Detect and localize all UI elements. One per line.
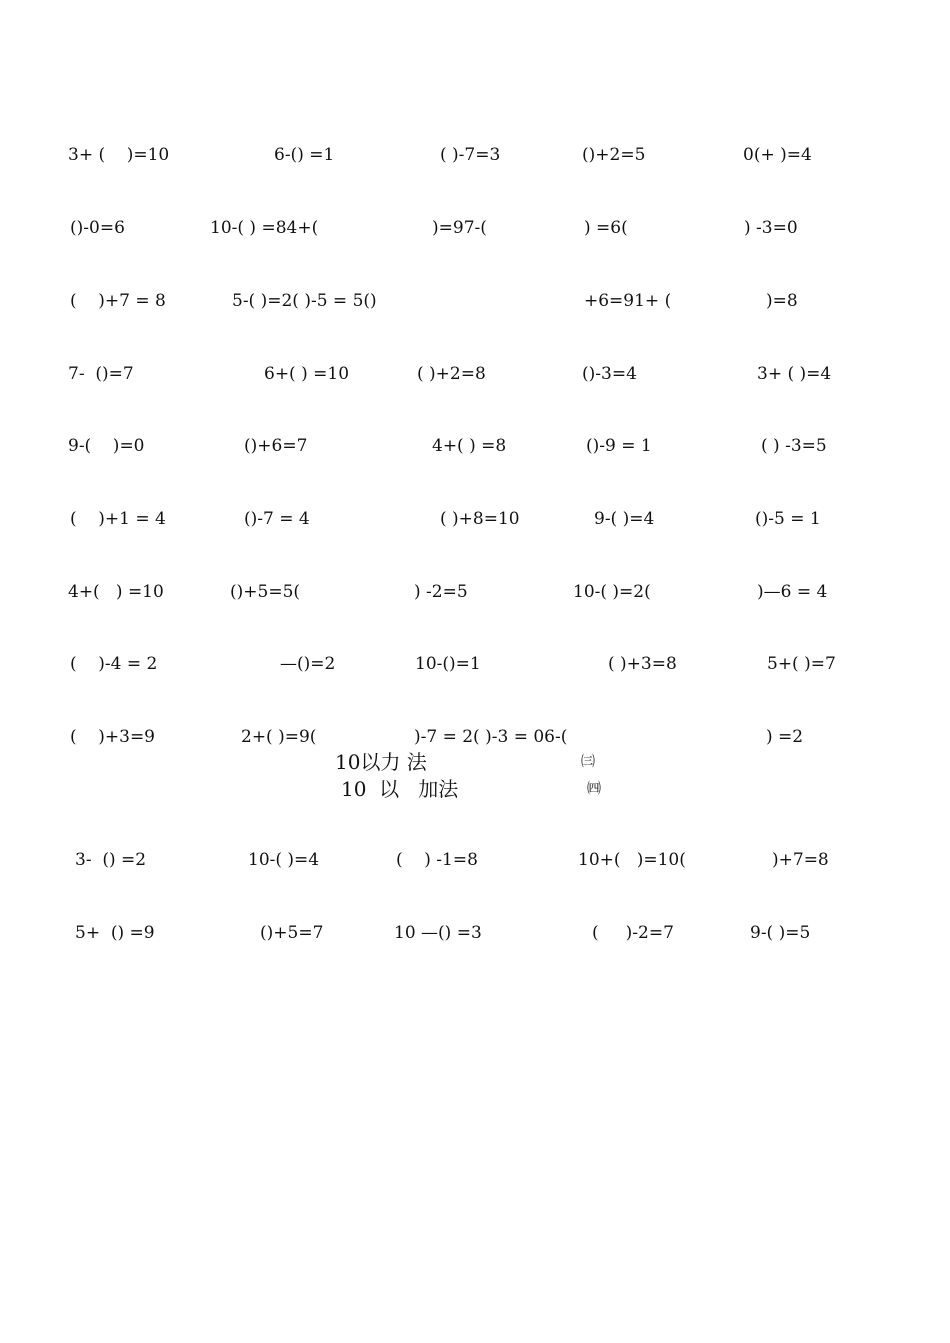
exercise-cell: ( )+7 = 8 [70,291,166,311]
exercise-cell: 4+( ) =10 [68,582,164,602]
exercise-cell: ()+6=7 [244,436,308,456]
exercise-cell: +6=91+ ( [584,291,672,311]
exercise-row-6 [0,507,950,531]
section-heading: 10以力 法 [335,750,427,774]
exercise-cell: ()+2=5 [582,145,646,165]
exercise-cell: 2+( )=9( [241,727,317,747]
exercise-row-10 [0,848,950,872]
section-number-mark: ㈣ [587,781,601,797]
exercise-cell: 0(+ )=4 [743,145,812,165]
exercise-cell: )=97-( [432,218,487,238]
exercise-cell: )+7=8 [772,850,829,870]
exercise-cell: ) -2=5 [414,582,468,602]
exercise-row-3 [0,289,950,313]
exercise-row-7 [0,580,950,604]
exercise-row-9 [0,725,950,749]
exercise-cell: 9-( )=4 [594,509,655,529]
exercise-cell: 6+( ) =10 [264,364,350,384]
exercise-cell: ( )+2=8 [417,364,486,384]
exercise-cell: 10 —() =3 [394,923,482,943]
exercise-cell: ) =2 [766,727,804,747]
exercise-row-2 [0,216,950,240]
exercise-row-1 [0,143,950,167]
exercise-cell: ( ) -1=8 [396,850,478,870]
exercise-cell: ()-5 = 1 [755,509,821,529]
exercise-row-5 [0,434,950,458]
exercise-cell: ( )+3=8 [608,654,677,674]
section-heading: 10 以 加法 [341,777,459,801]
exercise-cell: ()+5=5( [230,582,301,602]
exercise-cell: —()=2 [280,654,336,674]
exercise-row-11 [0,921,950,945]
exercise-cell: 7- ()=7 [68,364,134,384]
exercise-cell: 5+( )=7 [767,654,836,674]
exercise-cell: ( )+3=9 [70,727,155,747]
exercise-cell: 10-()=1 [415,654,481,674]
exercise-cell: 9-( )=0 [68,436,145,456]
exercise-cell: ()+5=7 [260,923,324,943]
exercise-cell: ( ) -3=5 [761,436,827,456]
exercise-cell: ( )-7=3 [440,145,501,165]
exercise-cell: ( )+1 = 4 [70,509,166,529]
exercise-cell: )—6 = 4 [757,582,828,602]
exercise-cell: ) -3=0 [744,218,798,238]
exercise-cell: 6-() =1 [274,145,335,165]
exercise-cell: ( )+8=10 [440,509,520,529]
exercise-cell: 10-( ) =84+( [210,218,319,238]
exercise-cell: 3+ ( )=4 [757,364,832,384]
exercise-cell: ( )-2=7 [592,923,674,943]
exercise-cell: ()-7 = 4 [244,509,310,529]
exercise-cell: 4+( ) =8 [432,436,507,456]
exercise-cell: 3+ ( )=10 [68,145,170,165]
exercise-cell: ()-3=4 [582,364,637,384]
exercise-cell: 9-( )=5 [750,923,811,943]
exercise-row-4 [0,362,950,386]
exercise-cell: 10-( )=2( [573,582,651,602]
exercise-cell: ()-9 = 1 [586,436,652,456]
section-number-mark: ㈢ [581,754,595,770]
exercise-cell: )-7 = 2( )-3 = 06-( [414,727,568,747]
exercise-cell: 5+ () =9 [75,923,155,943]
exercise-row-8 [0,652,950,676]
exercise-cell: 5-( )=2( )-5 = 5() [232,291,377,311]
exercise-cell: 3- () =2 [75,850,147,870]
exercise-cell: 10-( )=4 [248,850,320,870]
exercise-cell: )=8 [766,291,798,311]
exercise-cell: 10+( )=10( [578,850,686,870]
exercise-cell: ) =6( [584,218,628,238]
exercise-cell: ( )-4 = 2 [70,654,158,674]
exercise-cell: ()-0=6 [70,218,125,238]
